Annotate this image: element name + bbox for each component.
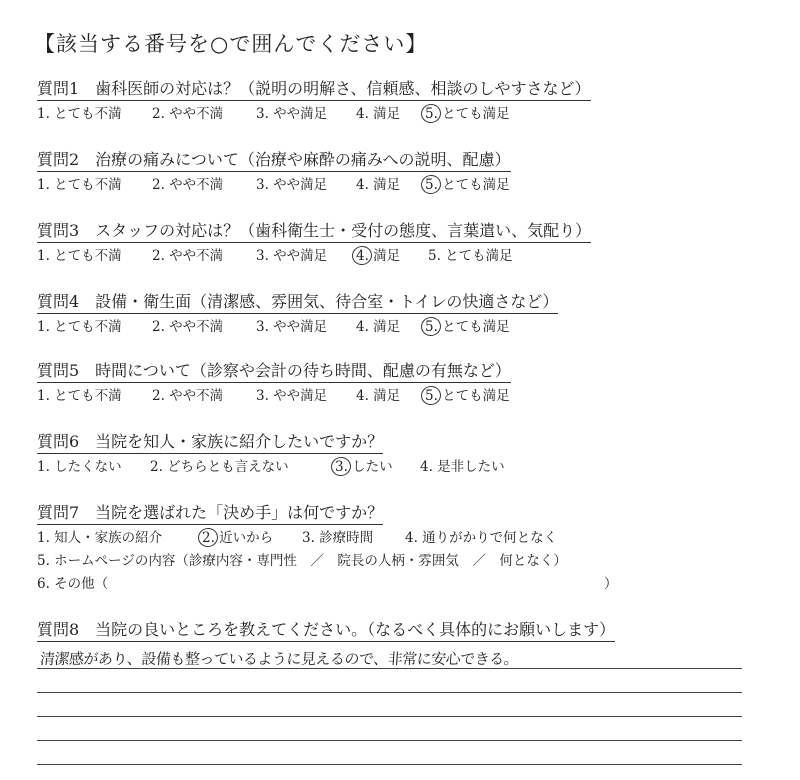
q6-option-1[interactable]: 1. したくない: [37, 459, 122, 475]
q4-option-5[interactable]: 5. とても満足: [425, 319, 510, 335]
q5-option-1[interactable]: 1. とても不満: [37, 388, 122, 404]
q7-option-5[interactable]: 5. ホームページの内容（診療内容・専門性 ／ 院長の人柄・雰囲気 ／ 何となく）: [37, 553, 567, 569]
question-7-title: 質問7 当院を選ばれた「決め手」は何ですか？: [37, 503, 383, 525]
q4-option-2[interactable]: 2. やや不満: [152, 319, 224, 335]
q6-option-2[interactable]: 2. どちらとも言えない: [150, 459, 289, 475]
question-4-title: 質問4 設備・衛生面（清潔感、雰囲気、待合室・トイレの快適さなど）: [37, 292, 558, 314]
question-1-title: 質問1 歯科医師の対応は？（説明の明解さ、信頼感、相談のしやすさなど）: [37, 79, 591, 101]
question-2-title: 質問2 治療の痛みについて（治療や麻酔の痛みへの説明、配慮）: [37, 150, 511, 172]
q5-option-5[interactable]: 5. とても満足: [425, 388, 510, 404]
q3-option-2[interactable]: 2. やや不満: [152, 248, 224, 264]
q1-option-1[interactable]: 1. とても不満: [37, 106, 122, 122]
q3-option-4[interactable]: 4. 満足: [356, 248, 401, 264]
q1-option-4[interactable]: 4. 満足: [356, 106, 401, 122]
q2-option-2[interactable]: 2. やや不満: [152, 177, 224, 193]
q2-option-3[interactable]: 3. やや満足: [256, 177, 328, 193]
q1-option-5[interactable]: 5. とても満足: [425, 106, 510, 122]
q1-option-3[interactable]: 3. やや満足: [256, 106, 328, 122]
q5-option-2[interactable]: 2. やや不満: [152, 388, 224, 404]
q5-option-4[interactable]: 4. 満足: [356, 388, 401, 404]
q7-option-6[interactable]: 6. その他（: [37, 576, 109, 592]
q5-option-3[interactable]: 3. やや満足: [256, 388, 328, 404]
form-heading: 【該当する番号を○で囲んでください】: [34, 32, 428, 56]
q7-option-6-close: ）: [604, 576, 618, 592]
q4-option-4[interactable]: 4. 満足: [356, 319, 401, 335]
question-8-title: 質問8 当院の良いところを教えてください。（なるべく具体的にお願いします）: [37, 620, 615, 642]
answer-line: [37, 716, 742, 717]
question-5-title: 質問5 時間について（診察や会計の待ち時間、配慮の有無など）: [37, 361, 511, 383]
q3-option-3[interactable]: 3. やや満足: [256, 248, 328, 264]
q6-option-4[interactable]: 4. 是非したい: [420, 459, 505, 475]
q2-option-1[interactable]: 1. とても不満: [37, 177, 122, 193]
q2-option-5[interactable]: 5. とても満足: [425, 177, 510, 193]
answer-line: [37, 740, 742, 741]
q7-option-4[interactable]: 4. 通りがかりで何となく: [405, 530, 558, 546]
q7-option-2[interactable]: 2. 近いから: [202, 530, 274, 546]
q7-option-3[interactable]: 3. 診療時間: [302, 530, 374, 546]
answer-line: [37, 764, 742, 765]
q1-option-2[interactable]: 2. やや不満: [152, 106, 224, 122]
q4-option-1[interactable]: 1. とても不満: [37, 319, 122, 335]
answer-line: [37, 668, 742, 669]
q7-option-1[interactable]: 1. 知人・家族の紹介: [37, 530, 163, 546]
question-8-answer[interactable]: 清潔感があり、設備も整っているように見えるので、非常に安心できる。: [39, 650, 519, 668]
q2-option-4[interactable]: 4. 満足: [356, 177, 401, 193]
question-6-title: 質問6 当院を知人・家族に紹介したいですか？: [37, 432, 383, 454]
q3-option-5[interactable]: 5. とても満足: [428, 248, 513, 264]
answer-line: [37, 692, 742, 693]
q3-option-1[interactable]: 1. とても不満: [37, 248, 122, 264]
q6-option-3[interactable]: 3. したい: [335, 459, 393, 475]
question-3-title: 質問3 スタッフの対応は？（歯科衛生士・受付の態度、言葉遣い、気配り）: [37, 221, 591, 243]
q4-option-3[interactable]: 3. やや満足: [256, 319, 328, 335]
